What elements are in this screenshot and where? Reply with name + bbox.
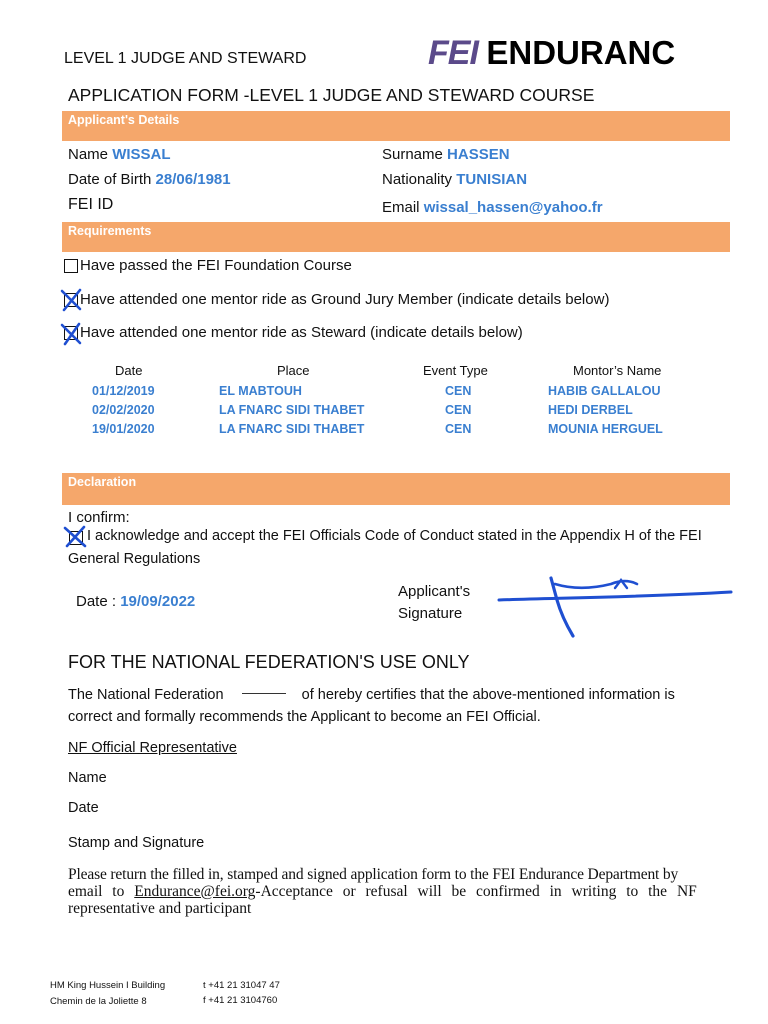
- signature-label-line1: Applicant's: [398, 583, 471, 600]
- declaration-date-value: 19/09/2022: [120, 593, 196, 610]
- table-cell-place: LA FNARC SIDI THABET: [219, 403, 365, 417]
- declaration-statement-line2: General Regulations: [68, 551, 201, 567]
- form-subtitle: LEVEL 1 JUDGE AND STEWARD: [64, 50, 307, 67]
- surname-label: Surname: [382, 146, 443, 163]
- table-cell-mentor-name: HABIB GALLALOU: [548, 384, 661, 398]
- dob-value: 28/06/1981: [155, 171, 231, 188]
- footer-address-line1: HM King Hussein I Building: [50, 980, 166, 991]
- table-cell-event-type: CEN: [445, 384, 472, 398]
- signature-label: [398, 581, 470, 625]
- requirement-ground-jury-label: Have attended one mentor ride as Ground Jury Member (indicate details below): [80, 291, 610, 308]
- fei-id-label: FEI ID: [68, 196, 114, 213]
- endurance-logo-text: ENDURANC: [486, 34, 676, 71]
- dob-label: Date of Birth: [68, 171, 152, 188]
- return-instructions: [68, 866, 748, 917]
- confirm-label: I confirm:: [68, 509, 130, 526]
- nf-stamp-label: Stamp and Signature: [68, 835, 205, 851]
- requirements-bar: [62, 222, 730, 252]
- fei-endurance-logo: [428, 34, 675, 70]
- requirements-heading: Requirements: [68, 224, 152, 238]
- email-label: Email: [382, 199, 420, 216]
- applicant-details-heading: Applicant's Details: [68, 113, 180, 127]
- declaration-date-label: Date :: [76, 593, 117, 610]
- nf-date-label: Date: [68, 800, 99, 816]
- declaration-heading: Declaration: [68, 475, 137, 489]
- nf-name-blank[interactable]: [242, 693, 286, 694]
- nationality-value: TUNISIAN: [456, 171, 528, 188]
- surname-value: HASSEN: [447, 146, 510, 163]
- name-value: WISSAL: [112, 146, 171, 163]
- requirement-foundation-label: Have passed the FEI Foundation Course: [80, 257, 352, 274]
- table-cell-place: LA FNARC SIDI THABET: [219, 422, 365, 436]
- table-cell-event-type: CEN: [445, 422, 472, 436]
- declaration-statement-line1: I acknowledge and accept the FEI Officials Code of Conduct stated in the Appendix H of the FEI: [87, 528, 702, 544]
- endurance-email-link[interactable]: Endurance@fei.org: [134, 883, 256, 900]
- table-cell-event-type: CEN: [445, 403, 472, 417]
- column-header-date: Date: [115, 363, 143, 378]
- column-header-place: Place: [277, 363, 310, 378]
- name-row: [68, 146, 171, 163]
- requirement-steward-label: Have attended one mentor ride as Steward (indicate details below): [80, 324, 523, 341]
- applicant-signature: [495, 568, 740, 640]
- return-line2: [68, 883, 748, 900]
- form-title: APPLICATION FORM -LEVEL 1 JUDGE AND STEWARD COURSE: [68, 85, 595, 105]
- declaration-date-row: [76, 593, 195, 610]
- column-header-event-type: Event Type: [423, 363, 488, 378]
- table-cell-date: 01/12/2019: [92, 384, 155, 398]
- code-of-conduct-check-mark: [60, 522, 90, 550]
- footer-fax: f +41 21 3104760: [203, 995, 278, 1006]
- table-cell-mentor-name: HEDI DERBEL: [548, 403, 633, 417]
- return-line1: Please return the filled in, stamped and signed application form to the FEI Endurance Department by: [68, 866, 679, 883]
- nf-cert-part2: of hereby certifies that the above-mentioned information is: [301, 687, 675, 703]
- nf-cert-part1: The National Federation: [68, 687, 224, 703]
- table-cell-place: EL MABTOUH: [219, 384, 302, 398]
- declaration-bar: [62, 473, 730, 505]
- nf-certification-line1: [68, 687, 675, 703]
- surname-row: [382, 146, 510, 163]
- column-header-mentor-name: Montor’s Name: [573, 363, 662, 378]
- email-value: wissal_hassen@yahoo.fr: [423, 199, 603, 216]
- signature-label-line2: Signature: [398, 605, 463, 622]
- footer-phone: t +41 21 31047 47: [203, 980, 280, 991]
- nf-name-label: Name: [68, 770, 107, 786]
- nf-section-title: FOR THE NATIONAL FEDERATION'S USE ONLY: [68, 652, 470, 672]
- return-line2-suffix: -Acceptance or refusal will be confirmed in writing to the NF: [255, 883, 697, 900]
- foundation-course-checkbox[interactable]: [64, 259, 78, 273]
- return-line3: representative and participant: [68, 900, 252, 917]
- nationality-label: Nationality: [382, 171, 453, 188]
- email-row: [382, 199, 603, 216]
- table-cell-mentor-name: MOUNIA HERGUEL: [548, 422, 663, 436]
- dob-row: [68, 171, 231, 188]
- applicant-details-bar: [62, 111, 730, 141]
- fei-logo-text: FEI: [428, 34, 478, 72]
- nf-certification-line2: correct and formally recommends the Applicant to become an FEI Official.: [68, 709, 541, 725]
- return-line2-prefix: email to: [68, 883, 135, 900]
- table-cell-date: 19/01/2020: [92, 422, 155, 436]
- nf-representative-title: NF Official Representative: [68, 740, 237, 756]
- name-label: Name: [68, 146, 109, 163]
- nationality-row: [382, 171, 527, 188]
- table-cell-date: 02/02/2020: [92, 403, 155, 417]
- footer-address-line2: Chemin de la Joliette 8: [50, 996, 147, 1007]
